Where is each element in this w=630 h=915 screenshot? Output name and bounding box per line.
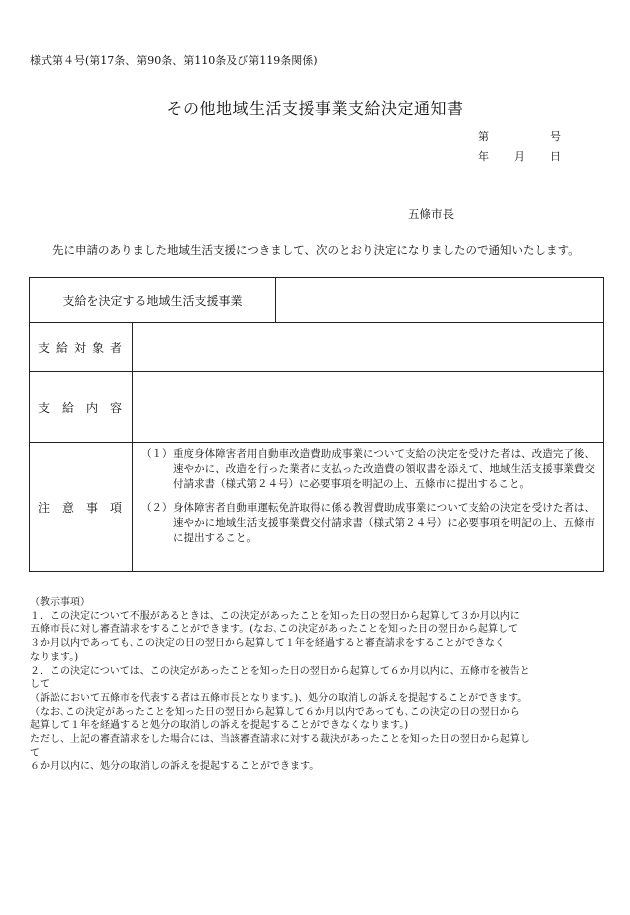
teaching-line: ただし、上記の審査請求をした場合には、当該審査請求に対する裁決があったことを知った日の翌日から起算し xyxy=(30,734,530,746)
content-value xyxy=(133,372,604,443)
recipient-label: 支給対象者 xyxy=(30,323,133,372)
teaching-line: ３か月以内であっても､この決定の日の翌日から起算して１年を経過すると審査請求をすることができなく xyxy=(30,638,505,650)
number-suffix: 号 xyxy=(550,130,561,143)
number-prefix: 第 xyxy=(478,130,489,143)
form-number: 様式第４号(第17条、第90条、第110条及び第119条関係) xyxy=(30,54,318,67)
notes-list xyxy=(133,443,604,572)
note-number: （１） xyxy=(141,448,173,460)
content-label: 支 給 内 容 xyxy=(30,372,133,443)
service-value xyxy=(276,278,604,323)
recipient-value xyxy=(133,323,604,372)
note-item xyxy=(141,447,595,492)
teaching-line: １．この決定について不服があるときは、この決定があったことを知った日の翌日から起算して３か月以内に xyxy=(30,610,520,622)
service-label: 支給を決定する地域生活支援事業 xyxy=(30,278,276,323)
teaching-line: て xyxy=(30,747,40,759)
teaching-line: して xyxy=(30,679,50,691)
teaching-line: ６か月以内に、処分の取消しの訴えを提起することができます。 xyxy=(30,761,320,773)
teaching-line: （訴訟において五條市を代表する者は五條市長となります。)、処分の取消しの訴えを提起することができます。 xyxy=(30,692,528,704)
date-day: 日 xyxy=(550,150,561,163)
teaching-section xyxy=(30,596,590,774)
teaching-line: なります。) xyxy=(30,651,79,663)
teaching-line: （なお､この決定があったことを知った日の翌日から起算して６か月以内であっても､この決定の日の翌日から xyxy=(30,706,520,718)
teaching-line: 五條市長に対し審査請求をすることができます。(なお､この決定があったことを知った日の翌日から起算して xyxy=(30,624,519,636)
note-number: （２） xyxy=(141,502,173,514)
teaching-line: ２．この決定については、この決定があったことを知った日の翌日から起算して６か月以内に、五條市を被告と xyxy=(30,665,530,677)
decision-table xyxy=(29,277,604,572)
teaching-heading: （教示事項） xyxy=(30,597,90,608)
teaching-line: 起算して１年を経過すると処分の取消しの訴えを提起することができなくなります。) xyxy=(30,720,409,732)
document-title: その他地域生活支援事業支給決定通知書 xyxy=(166,99,464,118)
note-text: 重度身体障害者用自動車改造費助成事業について支給の決定を受けた者は、改造完了後、速やかに、改造を行った業者に支払った改造費の領収書を添えて、地域生活支援事業費交付請求書（様式第２４号）に必要事項を明記の上、五條市に提出すること。 xyxy=(173,448,595,490)
issuer-name: 五條市長 xyxy=(408,207,454,221)
note-item xyxy=(141,501,595,546)
note-text: 身体障害者自動車運転免許取得に係る教習費助成事業について支給の決定を受けた者は、速やかに地域生活支援事業費交付請求書（様式第２４号）に必要事項を明記の上、五條市に提出すること。 xyxy=(173,502,595,544)
notes-label: 注 意 事 項 xyxy=(30,443,133,572)
date-month: 月 xyxy=(514,150,525,163)
notice-text: 先に申請のありました地域生活支援につきまして、次のとおり決定になりましたので通知いたします。 xyxy=(52,243,580,257)
date-year: 年 xyxy=(478,150,489,163)
